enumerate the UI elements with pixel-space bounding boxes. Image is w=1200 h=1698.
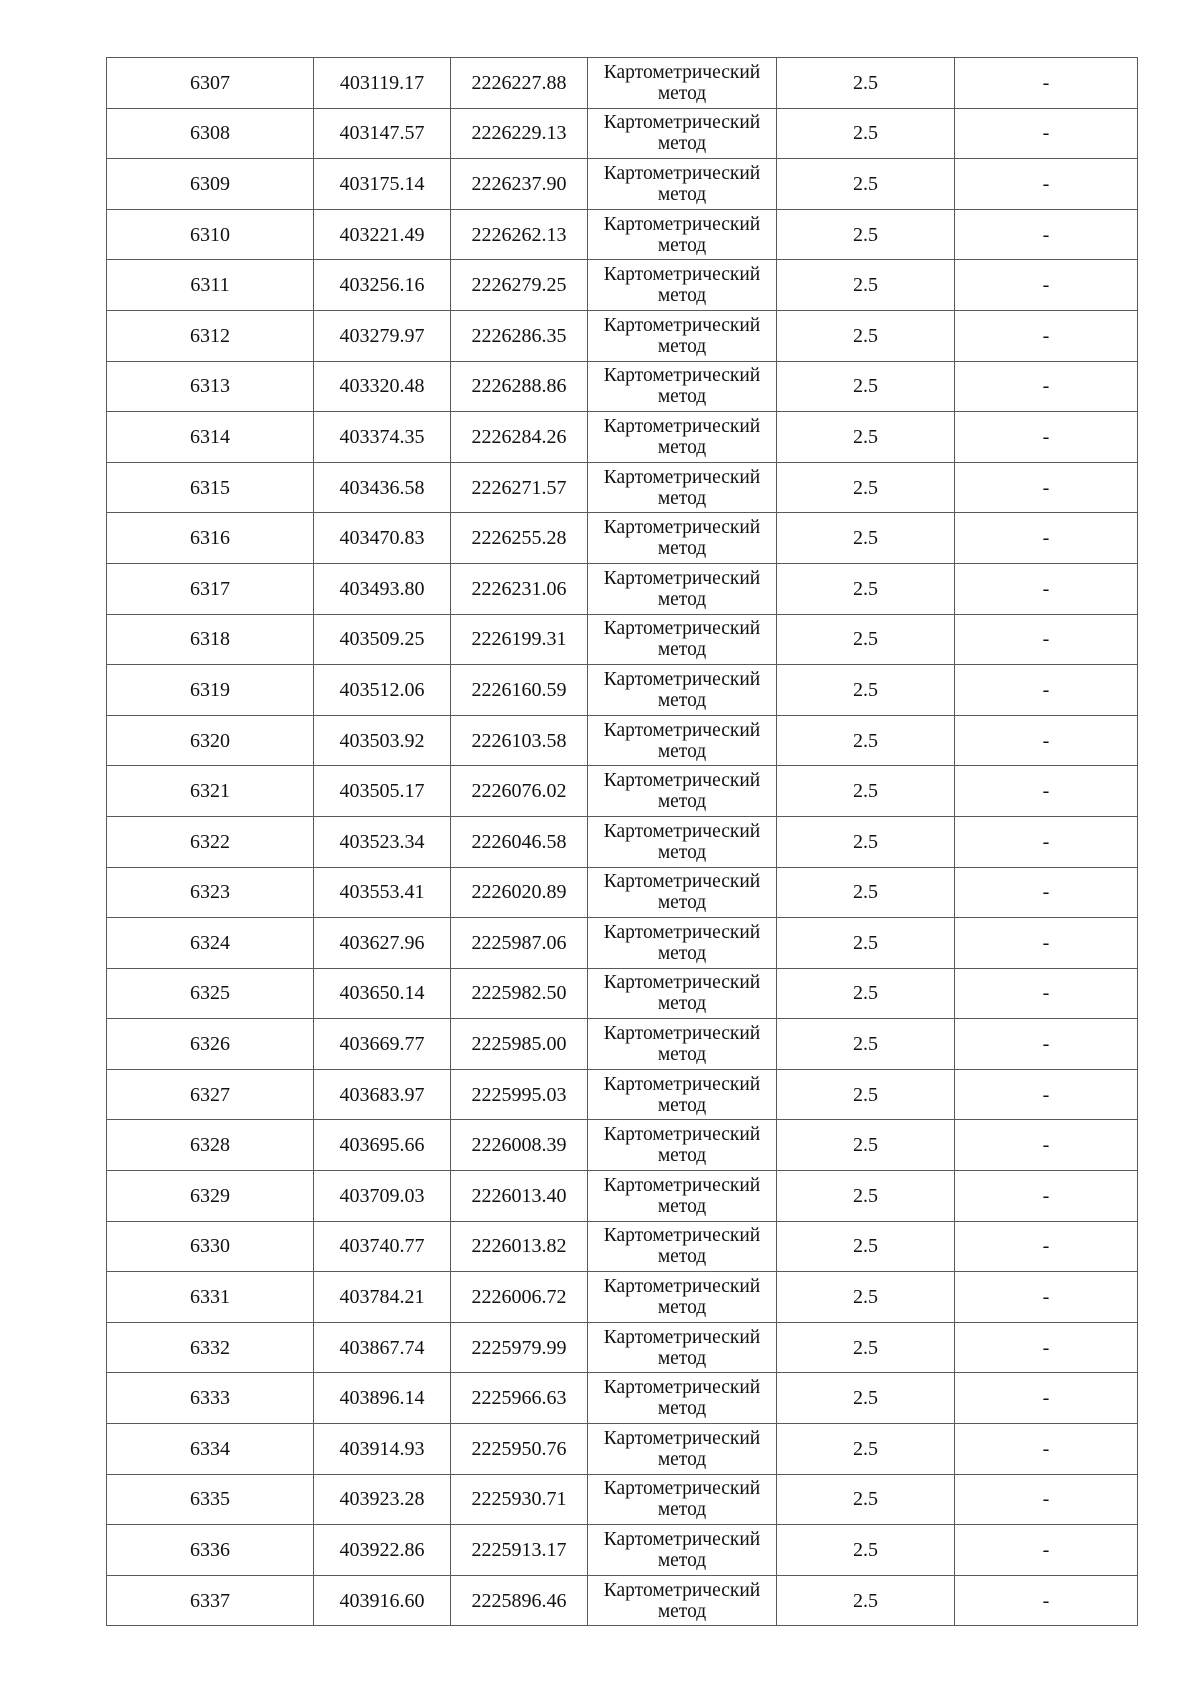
method-label-line1: Картометрический xyxy=(603,466,761,488)
method-label-line1: Картометрический xyxy=(603,668,761,690)
point-number-cell: 6314 xyxy=(107,412,314,463)
method-cell xyxy=(588,513,777,564)
x-coordinate-cell: 403523.34 xyxy=(314,816,451,867)
accuracy-cell: 2.5 xyxy=(777,159,955,210)
table-row xyxy=(107,1069,1138,1120)
y-coordinate-cell: 2226262.13 xyxy=(451,209,588,260)
note-cell: - xyxy=(955,1424,1138,1475)
y-coordinate-cell: 2225979.99 xyxy=(451,1322,588,1373)
point-number-cell: 6324 xyxy=(107,918,314,969)
table-row xyxy=(107,1322,1138,1373)
note-cell: - xyxy=(955,260,1138,311)
method-label-line1: Картометрический xyxy=(603,921,761,943)
y-coordinate-cell: 2226271.57 xyxy=(451,462,588,513)
accuracy-cell: 2.5 xyxy=(777,816,955,867)
x-coordinate-cell: 403256.16 xyxy=(314,260,451,311)
x-coordinate-cell: 403512.06 xyxy=(314,665,451,716)
x-coordinate-cell: 403279.97 xyxy=(314,310,451,361)
x-coordinate-cell: 403740.77 xyxy=(314,1221,451,1272)
note-cell: - xyxy=(955,867,1138,918)
method-label-line2: метод xyxy=(657,386,707,408)
x-coordinate-cell: 403221.49 xyxy=(314,209,451,260)
point-number-cell: 6312 xyxy=(107,310,314,361)
y-coordinate-cell: 2225950.76 xyxy=(451,1424,588,1475)
x-coordinate-cell: 403119.17 xyxy=(314,58,451,109)
note-cell: - xyxy=(955,1575,1138,1626)
accuracy-cell: 2.5 xyxy=(777,209,955,260)
method-label-line2: метод xyxy=(657,82,707,104)
method-label-line1: Картометрический xyxy=(603,314,761,336)
note-cell: - xyxy=(955,1373,1138,1424)
y-coordinate-cell: 2226227.88 xyxy=(451,58,588,109)
x-coordinate-cell: 403493.80 xyxy=(314,563,451,614)
table-row xyxy=(107,1120,1138,1171)
method-label-line2: метод xyxy=(657,1448,707,1470)
table-row xyxy=(107,1373,1138,1424)
table-row xyxy=(107,1474,1138,1525)
method-label-line1: Картометрический xyxy=(603,1377,761,1399)
table-row xyxy=(107,665,1138,716)
accuracy-cell: 2.5 xyxy=(777,563,955,614)
accuracy-cell: 2.5 xyxy=(777,1019,955,1070)
method-label-line1: Картометрический xyxy=(603,871,761,893)
table-row xyxy=(107,968,1138,1019)
y-coordinate-cell: 2225985.00 xyxy=(451,1019,588,1070)
x-coordinate-cell: 403436.58 xyxy=(314,462,451,513)
method-cell xyxy=(588,1322,777,1373)
method-cell xyxy=(588,968,777,1019)
x-coordinate-cell: 403916.60 xyxy=(314,1575,451,1626)
note-cell: - xyxy=(955,1525,1138,1576)
method-label-line1: Картометрический xyxy=(603,415,761,437)
point-number-cell: 6307 xyxy=(107,58,314,109)
point-number-cell: 6321 xyxy=(107,766,314,817)
method-label-line1: Картометрический xyxy=(603,264,761,286)
y-coordinate-cell: 2225982.50 xyxy=(451,968,588,1019)
method-cell xyxy=(588,412,777,463)
point-number-cell: 6319 xyxy=(107,665,314,716)
method-cell xyxy=(588,867,777,918)
note-cell: - xyxy=(955,1272,1138,1323)
method-cell xyxy=(588,260,777,311)
method-label-line1: Картометрический xyxy=(603,1073,761,1095)
point-number-cell: 6317 xyxy=(107,563,314,614)
accuracy-cell: 2.5 xyxy=(777,1575,955,1626)
y-coordinate-cell: 2225966.63 xyxy=(451,1373,588,1424)
x-coordinate-cell: 403683.97 xyxy=(314,1069,451,1120)
table-row xyxy=(107,159,1138,210)
method-label-line2: метод xyxy=(657,1550,707,1572)
point-number-cell: 6311 xyxy=(107,260,314,311)
y-coordinate-cell: 2226286.35 xyxy=(451,310,588,361)
table-row xyxy=(107,816,1138,867)
accuracy-cell: 2.5 xyxy=(777,1069,955,1120)
method-cell xyxy=(588,462,777,513)
y-coordinate-cell: 2226229.13 xyxy=(451,108,588,159)
table-row xyxy=(107,1575,1138,1626)
method-cell xyxy=(588,310,777,361)
y-coordinate-cell: 2226231.06 xyxy=(451,563,588,614)
note-cell: - xyxy=(955,766,1138,817)
note-cell: - xyxy=(955,1069,1138,1120)
accuracy-cell: 2.5 xyxy=(777,766,955,817)
note-cell: - xyxy=(955,108,1138,159)
accuracy-cell: 2.5 xyxy=(777,412,955,463)
x-coordinate-cell: 403509.25 xyxy=(314,614,451,665)
point-number-cell: 6331 xyxy=(107,1272,314,1323)
accuracy-cell: 2.5 xyxy=(777,1373,955,1424)
table-row xyxy=(107,1424,1138,1475)
table-row xyxy=(107,614,1138,665)
method-cell xyxy=(588,1373,777,1424)
method-label-line2: метод xyxy=(657,791,707,813)
point-number-cell: 6334 xyxy=(107,1424,314,1475)
table-row xyxy=(107,1171,1138,1222)
y-coordinate-cell: 2226160.59 xyxy=(451,665,588,716)
point-number-cell: 6309 xyxy=(107,159,314,210)
method-label-line2: метод xyxy=(657,183,707,205)
note-cell: - xyxy=(955,1019,1138,1070)
method-label-line2: метод xyxy=(657,1145,707,1167)
table-row xyxy=(107,1525,1138,1576)
note-cell: - xyxy=(955,58,1138,109)
method-label-line2: метод xyxy=(657,234,707,256)
point-number-cell: 6313 xyxy=(107,361,314,412)
method-label-line2: метод xyxy=(657,1347,707,1369)
method-label-line1: Картометрический xyxy=(603,567,761,589)
table-row xyxy=(107,462,1138,513)
y-coordinate-cell: 2225987.06 xyxy=(451,918,588,969)
method-label-line1: Картометрический xyxy=(603,770,761,792)
method-label-line1: Картометрический xyxy=(603,1478,761,1500)
note-cell: - xyxy=(955,715,1138,766)
method-label-line1: Картометрический xyxy=(603,1023,761,1045)
table-row xyxy=(107,715,1138,766)
x-coordinate-cell: 403147.57 xyxy=(314,108,451,159)
point-number-cell: 6323 xyxy=(107,867,314,918)
method-label-line2: метод xyxy=(657,993,707,1015)
method-label-line2: метод xyxy=(657,1246,707,1268)
point-number-cell: 6308 xyxy=(107,108,314,159)
y-coordinate-cell: 2226255.28 xyxy=(451,513,588,564)
note-cell: - xyxy=(955,968,1138,1019)
method-label-line1: Картометрический xyxy=(603,517,761,539)
accuracy-cell: 2.5 xyxy=(777,310,955,361)
x-coordinate-cell: 403374.35 xyxy=(314,412,451,463)
note-cell: - xyxy=(955,209,1138,260)
method-label-line2: метод xyxy=(657,285,707,307)
accuracy-cell: 2.5 xyxy=(777,462,955,513)
y-coordinate-cell: 2226008.39 xyxy=(451,1120,588,1171)
y-coordinate-cell: 2225913.17 xyxy=(451,1525,588,1576)
x-coordinate-cell: 403650.14 xyxy=(314,968,451,1019)
accuracy-cell: 2.5 xyxy=(777,1474,955,1525)
method-cell xyxy=(588,614,777,665)
table-row xyxy=(107,58,1138,109)
table-row xyxy=(107,361,1138,412)
note-cell: - xyxy=(955,310,1138,361)
point-number-cell: 6330 xyxy=(107,1221,314,1272)
method-label-line1: Картометрический xyxy=(603,1276,761,1298)
point-number-cell: 6337 xyxy=(107,1575,314,1626)
method-label-line2: метод xyxy=(657,1499,707,1521)
accuracy-cell: 2.5 xyxy=(777,867,955,918)
note-cell: - xyxy=(955,816,1138,867)
y-coordinate-cell: 2226006.72 xyxy=(451,1272,588,1323)
method-label-line1: Картометрический xyxy=(603,1427,761,1449)
method-cell xyxy=(588,715,777,766)
table-row xyxy=(107,563,1138,614)
method-label-line1: Картометрический xyxy=(603,1326,761,1348)
note-cell: - xyxy=(955,412,1138,463)
note-cell: - xyxy=(955,1171,1138,1222)
point-number-cell: 6335 xyxy=(107,1474,314,1525)
accuracy-cell: 2.5 xyxy=(777,58,955,109)
note-cell: - xyxy=(955,918,1138,969)
point-number-cell: 6322 xyxy=(107,816,314,867)
method-label-line2: метод xyxy=(657,1297,707,1319)
method-label-line2: метод xyxy=(657,942,707,964)
table-row xyxy=(107,260,1138,311)
y-coordinate-cell: 2226046.58 xyxy=(451,816,588,867)
method-label-line2: метод xyxy=(657,1398,707,1420)
table-row xyxy=(107,867,1138,918)
table-row xyxy=(107,918,1138,969)
method-cell xyxy=(588,1171,777,1222)
point-number-cell: 6318 xyxy=(107,614,314,665)
method-cell xyxy=(588,1272,777,1323)
method-label-line1: Картометрический xyxy=(603,1579,761,1601)
y-coordinate-cell: 2226076.02 xyxy=(451,766,588,817)
y-coordinate-cell: 2226013.40 xyxy=(451,1171,588,1222)
point-number-cell: 6316 xyxy=(107,513,314,564)
x-coordinate-cell: 403914.93 xyxy=(314,1424,451,1475)
method-label-line2: метод xyxy=(657,892,707,914)
point-number-cell: 6326 xyxy=(107,1019,314,1070)
method-label-line2: метод xyxy=(657,1044,707,1066)
method-label-line1: Картометрический xyxy=(603,213,761,235)
x-coordinate-cell: 403175.14 xyxy=(314,159,451,210)
accuracy-cell: 2.5 xyxy=(777,108,955,159)
x-coordinate-cell: 403553.41 xyxy=(314,867,451,918)
accuracy-cell: 2.5 xyxy=(777,1424,955,1475)
method-cell xyxy=(588,1424,777,1475)
table-row xyxy=(107,310,1138,361)
point-number-cell: 6333 xyxy=(107,1373,314,1424)
method-label-line1: Картометрический xyxy=(603,162,761,184)
accuracy-cell: 2.5 xyxy=(777,1322,955,1373)
y-coordinate-cell: 2226199.31 xyxy=(451,614,588,665)
method-label-line1: Картометрический xyxy=(603,1225,761,1247)
accuracy-cell: 2.5 xyxy=(777,918,955,969)
method-label-line2: метод xyxy=(657,740,707,762)
method-cell xyxy=(588,1525,777,1576)
method-cell xyxy=(588,1019,777,1070)
method-label-line1: Картометрический xyxy=(603,1124,761,1146)
table-row xyxy=(107,412,1138,463)
method-label-line2: метод xyxy=(657,1600,707,1622)
coordinates-table-body xyxy=(107,58,1138,1626)
method-cell xyxy=(588,918,777,969)
method-cell xyxy=(588,1069,777,1120)
x-coordinate-cell: 403503.92 xyxy=(314,715,451,766)
method-label-line2: метод xyxy=(657,335,707,357)
table-row xyxy=(107,209,1138,260)
table-row xyxy=(107,1272,1138,1323)
method-label-line2: метод xyxy=(657,639,707,661)
table-row xyxy=(107,766,1138,817)
table-row xyxy=(107,1221,1138,1272)
accuracy-cell: 2.5 xyxy=(777,1525,955,1576)
method-label-line2: метод xyxy=(657,841,707,863)
method-label-line1: Картометрический xyxy=(603,112,761,134)
y-coordinate-cell: 2226237.90 xyxy=(451,159,588,210)
method-label-line2: метод xyxy=(657,1195,707,1217)
y-coordinate-cell: 2226288.86 xyxy=(451,361,588,412)
accuracy-cell: 2.5 xyxy=(777,260,955,311)
y-coordinate-cell: 2225930.71 xyxy=(451,1474,588,1525)
x-coordinate-cell: 403627.96 xyxy=(314,918,451,969)
note-cell: - xyxy=(955,462,1138,513)
point-number-cell: 6310 xyxy=(107,209,314,260)
method-cell xyxy=(588,58,777,109)
x-coordinate-cell: 403320.48 xyxy=(314,361,451,412)
x-coordinate-cell: 403709.03 xyxy=(314,1171,451,1222)
accuracy-cell: 2.5 xyxy=(777,968,955,1019)
accuracy-cell: 2.5 xyxy=(777,513,955,564)
method-cell xyxy=(588,766,777,817)
method-label-line2: метод xyxy=(657,436,707,458)
note-cell: - xyxy=(955,159,1138,210)
method-cell xyxy=(588,1474,777,1525)
point-number-cell: 6327 xyxy=(107,1069,314,1120)
method-label-line1: Картометрический xyxy=(603,61,761,83)
note-cell: - xyxy=(955,1120,1138,1171)
method-label-line1: Картометрический xyxy=(603,820,761,842)
accuracy-cell: 2.5 xyxy=(777,1120,955,1171)
x-coordinate-cell: 403896.14 xyxy=(314,1373,451,1424)
method-cell xyxy=(588,159,777,210)
x-coordinate-cell: 403922.86 xyxy=(314,1525,451,1576)
method-label-line2: метод xyxy=(657,487,707,509)
note-cell: - xyxy=(955,1474,1138,1525)
x-coordinate-cell: 403470.83 xyxy=(314,513,451,564)
note-cell: - xyxy=(955,563,1138,614)
method-label-line1: Картометрический xyxy=(603,719,761,741)
method-label-line2: метод xyxy=(657,588,707,610)
accuracy-cell: 2.5 xyxy=(777,665,955,716)
y-coordinate-cell: 2226013.82 xyxy=(451,1221,588,1272)
accuracy-cell: 2.5 xyxy=(777,1221,955,1272)
method-label-line1: Картометрический xyxy=(603,365,761,387)
note-cell: - xyxy=(955,1322,1138,1373)
note-cell: - xyxy=(955,614,1138,665)
accuracy-cell: 2.5 xyxy=(777,1171,955,1222)
method-cell xyxy=(588,1221,777,1272)
method-cell xyxy=(588,563,777,614)
y-coordinate-cell: 2225995.03 xyxy=(451,1069,588,1120)
x-coordinate-cell: 403505.17 xyxy=(314,766,451,817)
note-cell: - xyxy=(955,361,1138,412)
method-cell xyxy=(588,1575,777,1626)
x-coordinate-cell: 403923.28 xyxy=(314,1474,451,1525)
accuracy-cell: 2.5 xyxy=(777,715,955,766)
x-coordinate-cell: 403669.77 xyxy=(314,1019,451,1070)
method-label-line2: метод xyxy=(657,689,707,711)
method-label-line1: Картометрический xyxy=(603,1529,761,1551)
method-label-line1: Картометрический xyxy=(603,972,761,994)
method-label-line1: Картометрический xyxy=(603,1174,761,1196)
method-cell xyxy=(588,665,777,716)
point-number-cell: 6329 xyxy=(107,1171,314,1222)
y-coordinate-cell: 2225896.46 xyxy=(451,1575,588,1626)
accuracy-cell: 2.5 xyxy=(777,614,955,665)
method-cell xyxy=(588,816,777,867)
table-row xyxy=(107,513,1138,564)
note-cell: - xyxy=(955,665,1138,716)
point-number-cell: 6336 xyxy=(107,1525,314,1576)
method-cell xyxy=(588,1120,777,1171)
method-cell xyxy=(588,209,777,260)
coordinates-table xyxy=(106,57,1138,1626)
point-number-cell: 6315 xyxy=(107,462,314,513)
method-label-line2: метод xyxy=(657,133,707,155)
method-label-line2: метод xyxy=(657,538,707,560)
note-cell: - xyxy=(955,1221,1138,1272)
method-cell xyxy=(588,108,777,159)
method-cell xyxy=(588,361,777,412)
point-number-cell: 6325 xyxy=(107,968,314,1019)
method-label-line1: Картометрический xyxy=(603,618,761,640)
y-coordinate-cell: 2226020.89 xyxy=(451,867,588,918)
table-row xyxy=(107,1019,1138,1070)
x-coordinate-cell: 403784.21 xyxy=(314,1272,451,1323)
point-number-cell: 6328 xyxy=(107,1120,314,1171)
point-number-cell: 6332 xyxy=(107,1322,314,1373)
y-coordinate-cell: 2226279.25 xyxy=(451,260,588,311)
x-coordinate-cell: 403695.66 xyxy=(314,1120,451,1171)
note-cell: - xyxy=(955,513,1138,564)
method-label-line2: метод xyxy=(657,1094,707,1116)
accuracy-cell: 2.5 xyxy=(777,1272,955,1323)
accuracy-cell: 2.5 xyxy=(777,361,955,412)
table-row xyxy=(107,108,1138,159)
y-coordinate-cell: 2226103.58 xyxy=(451,715,588,766)
x-coordinate-cell: 403867.74 xyxy=(314,1322,451,1373)
y-coordinate-cell: 2226284.26 xyxy=(451,412,588,463)
point-number-cell: 6320 xyxy=(107,715,314,766)
